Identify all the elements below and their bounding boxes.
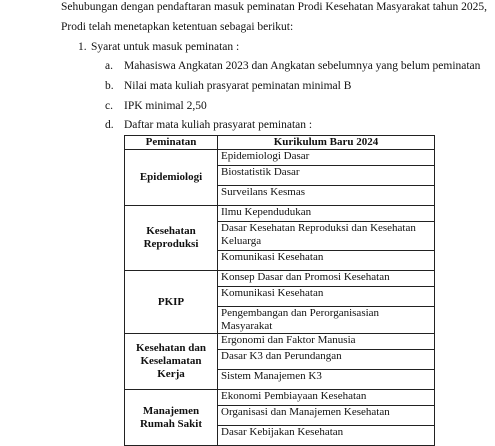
subitem-letter: c. bbox=[105, 100, 113, 112]
table-row bbox=[125, 334, 435, 350]
intro-line-1: Sehubungan dengan pendaftaran masuk peminatan Prodi Kesehatan Masyarakat tahun 2025, bbox=[61, 1, 488, 13]
specialization-cell: Manajemen Rumah Sakit bbox=[125, 390, 218, 446]
list-number-1: 1. bbox=[78, 41, 87, 53]
course-cell: Sistem Manajemen K3 bbox=[218, 370, 435, 390]
table-row bbox=[125, 390, 435, 406]
table-row bbox=[125, 206, 435, 222]
subitem-text: Nilai mata kuliah prasyarat peminatan minimal B bbox=[124, 80, 352, 92]
specialization-cell: Epidemiologi bbox=[125, 150, 218, 206]
course-cell: Pengembangan dan Perorganisasian Masyarakat bbox=[218, 307, 435, 334]
prerequisite-table bbox=[124, 135, 435, 446]
course-cell: Ilmu Kependudukan bbox=[218, 206, 435, 222]
subitem-letter: a. bbox=[105, 60, 113, 72]
intro-line-2: Prodi telah menetapkan ketentuan sebagai berikut: bbox=[61, 21, 294, 33]
course-cell: Komunikasi Kesehatan bbox=[218, 287, 435, 307]
specialization-cell: Kesehatan Reproduksi bbox=[125, 206, 218, 271]
course-cell: Ekonomi Pembiayaan Kesehatan bbox=[218, 390, 435, 406]
course-cell: Ergonomi dan Faktor Manusia bbox=[218, 334, 435, 350]
course-cell: Organisasi dan Manajemen Kesehatan bbox=[218, 406, 435, 426]
course-cell: Konsep Dasar dan Promosi Kesehatan bbox=[218, 271, 435, 287]
course-cell: Dasar Kebijakan Kesehatan bbox=[218, 426, 435, 446]
subitem-letter: d. bbox=[105, 119, 114, 131]
subitem-text: Daftar mata kuliah prasyarat peminatan : bbox=[124, 119, 313, 131]
table-row bbox=[125, 271, 435, 287]
header-peminatan: Peminatan bbox=[125, 136, 218, 150]
course-cell: Komunikasi Kesehatan bbox=[218, 251, 435, 271]
header-kurikulum: Kurikulum Baru 2024 bbox=[218, 136, 435, 150]
subitem-text: Mahasiswa Angkatan 2023 dan Angkatan sebelumnya yang belum peminatan bbox=[124, 60, 481, 72]
course-cell: Dasar Kesehatan Reproduksi dan Kesehatan Keluarga bbox=[218, 222, 435, 251]
specialization-cell: PKIP bbox=[125, 271, 218, 334]
table-header-row bbox=[125, 136, 435, 150]
list-item-1-text: Syarat untuk masuk peminatan : bbox=[91, 41, 240, 53]
specialization-cell: Kesehatan dan Keselamatan Kerja bbox=[125, 334, 218, 390]
course-cell: Epidemiologi Dasar bbox=[218, 150, 435, 166]
subitem-letter: b. bbox=[105, 80, 114, 92]
subitem-text: IPK minimal 2,50 bbox=[124, 100, 207, 112]
table-row bbox=[125, 150, 435, 166]
course-cell: Dasar K3 dan Perundangan bbox=[218, 350, 435, 370]
course-cell: Biostatistik Dasar bbox=[218, 166, 435, 186]
course-cell: Surveilans Kesmas bbox=[218, 186, 435, 206]
